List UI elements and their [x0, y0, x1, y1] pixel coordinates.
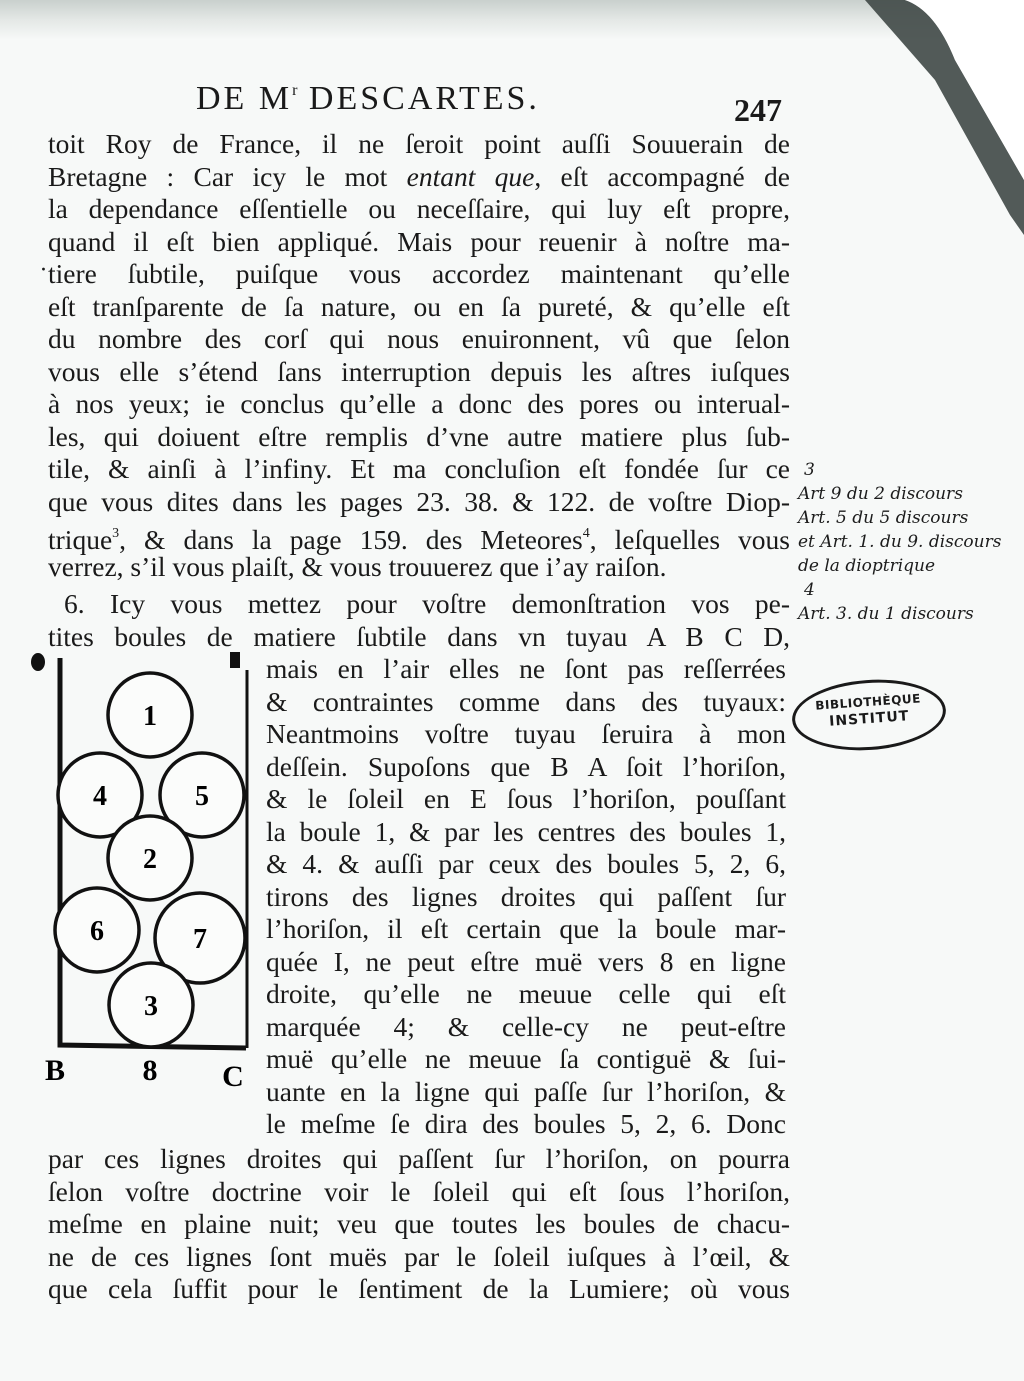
ball-label-2: 2 — [143, 844, 157, 875]
margin-note-number-4: 4 — [804, 580, 815, 600]
text-line: les, qui doiuent eſtre remplis d’vne autre matiere plus ſub- — [48, 420, 790, 452]
margin-note-number-3: 3 — [804, 460, 815, 480]
text-line: toit Roy de France, il ne ſeroit point auſſi Souuerain de — [48, 128, 790, 159]
balls-group — [55, 673, 245, 1047]
margin-notes — [798, 458, 1018, 626]
page-number: 247 — [734, 92, 782, 128]
corner-mark-d — [230, 652, 240, 668]
ball-label-3: 3 — [144, 991, 158, 1022]
label-b: B — [44, 1054, 66, 1087]
text-line: 6. Icy vous mettez pour voſtre demonſtration vos pe- — [64, 588, 790, 619]
text-line: uante en la ligne qui paſſe ſur l’horiſon, & — [266, 1075, 786, 1107]
footnote-ref-4[interactable]: 4 — [582, 526, 590, 541]
stamp-line-2: INSTITUT — [828, 708, 910, 730]
text-line: eſt tranſparente de ſa nature, ou en ſa pureté, & qu’elle eſt — [48, 290, 790, 322]
ball-label-6: 6 — [90, 916, 104, 947]
library-stamp — [790, 675, 949, 756]
text-line: mais en l’air elles ne ſont pas reſſerrées — [266, 653, 786, 684]
text-line: tiere ſubtile, puiſque vous accordez maintenant qu’elle — [48, 258, 790, 289]
ball-label-1: 1 — [143, 701, 157, 732]
text-line: le meſme ſe dira des boules 5, 2, 6. Donc — [266, 1108, 786, 1139]
text-line: quée I, ne peut eſtre muë vers 8 en ligne — [266, 945, 786, 977]
margin-note-line: et Art. 1. du 9. discours — [798, 532, 1002, 552]
text-line: ne de ces lignes ſont muës par le ſoleil iuſques à l’œil, & — [48, 1240, 790, 1272]
label-c: C — [222, 1060, 244, 1093]
text-segment: Bretagne : Car icy le mot — [48, 160, 407, 192]
ball-label-4: 4 — [93, 781, 107, 812]
running-head-sup: r — [292, 82, 298, 99]
diagram-svg — [20, 640, 270, 1100]
running-head-rest: DESCARTES. — [297, 80, 540, 117]
running-head — [196, 80, 540, 118]
margin-note-line: Art 9 du 2 discours — [798, 484, 963, 504]
text-line: tile, & ainſi à l’infiny. Et ma concluſion eſt fondée ſur ce — [48, 453, 790, 484]
paragraph-6-continued — [48, 1143, 790, 1306]
corner-mark-a — [31, 653, 45, 671]
text-segment: , & dans la page 159. des Meteores — [119, 524, 583, 555]
italic-phrase: entant que — [406, 160, 535, 192]
paragraph-top — [48, 128, 790, 583]
text-segment: , leſquelles vous — [589, 524, 790, 555]
label-8: 8 — [142, 1054, 158, 1087]
text-line: ſelon voſtre doctrine voir le ſoleil qui eſt ſous l’horiſon, — [48, 1175, 790, 1207]
text-line: par ces lignes droites qui paſſent ſur l’horiſon, on pourra — [48, 1143, 790, 1174]
text-line: muë qu’elle ne meuue ſa contiguë & ſui- — [266, 1043, 786, 1074]
text-line: deſſein. Supoſons que B A ſoit l’horiſon, — [266, 750, 786, 782]
text-line — [48, 161, 790, 194]
tube-balls-diagram — [20, 640, 270, 1100]
text-line: verrez, s’il vous plaiſt, & vous trouuerez que i’ay raiſon. — [48, 550, 667, 582]
text-line: marquée 4; & celle-cy ne peut-eſtre — [266, 1010, 786, 1042]
text-line: la boule 1, & par les centres des boules 1, — [266, 815, 786, 847]
text-line: la dependance eſſentielle ou neceſſaire, qui luy eſt propre, — [48, 193, 790, 224]
text-line: droite, qu’elle ne meuue celle qui eſt — [266, 978, 786, 1009]
running-head-text: DE M — [196, 80, 293, 117]
text-line: & 4. & auſſi par ceux des boules 5, 2, 6, — [266, 848, 786, 879]
text-line: du nombre des corſ qui nous enuironnent, vû que ſelon — [48, 323, 790, 354]
ball-label-5: 5 — [195, 781, 209, 812]
text-line: & contraintes comme dans des tuyaux: — [266, 685, 786, 717]
text-line — [48, 518, 790, 555]
scan-top-shadow — [0, 0, 1024, 40]
ball-label-7: 7 — [193, 924, 207, 955]
stamp-line-1: BIBLIOTHÈQUE — [814, 691, 922, 713]
margin-note-line: de la dioptrique — [798, 556, 936, 576]
text-line: l’horiſon, il eſt certain que la boule mar- — [266, 913, 786, 944]
margin-dot: · — [40, 258, 47, 283]
text-line: quand il eſt bien appliqué. Mais pour reuenir à noſtre ma- — [48, 225, 790, 257]
text-line: vous elle s’étend ſans interruption depuis les aſtres iuſques — [48, 355, 790, 387]
paragraph-6-wrapped — [266, 653, 786, 1141]
text-segment: , eſt accompagné de — [534, 160, 790, 192]
margin-note-line: Art. 5 du 5 discours — [798, 508, 969, 528]
text-line: meſme en plaine nuit; veu que toutes les boules de chacu- — [48, 1208, 790, 1239]
text-line: tirons des lignes droites qui paſſent ſur — [266, 880, 786, 912]
margin-note-line: Art. 3. du 1 discours — [798, 604, 974, 624]
text-line: que vous dites dans les pages 23. 38. & 122. de voſtre Diop- — [48, 485, 790, 517]
text-line: tites boules de matiere ſubtile dans vn tuyau A B C D, — [48, 620, 790, 652]
footnote-ref-3[interactable]: 3 — [112, 526, 120, 541]
text-line: que cela ſuffit pour le ſentiment de la Lumiere; où vous — [48, 1273, 790, 1304]
text-segment: trique — [48, 524, 113, 555]
text-line: Neantmoins voſtre tuyau ſeruira à mon — [266, 718, 786, 749]
text-line: & le ſoleil en E ſous l’horiſon, pouſſant — [266, 783, 786, 814]
text-line: à nos yeux; ie conclus qu’elle a donc des pores ou interual- — [48, 388, 790, 419]
